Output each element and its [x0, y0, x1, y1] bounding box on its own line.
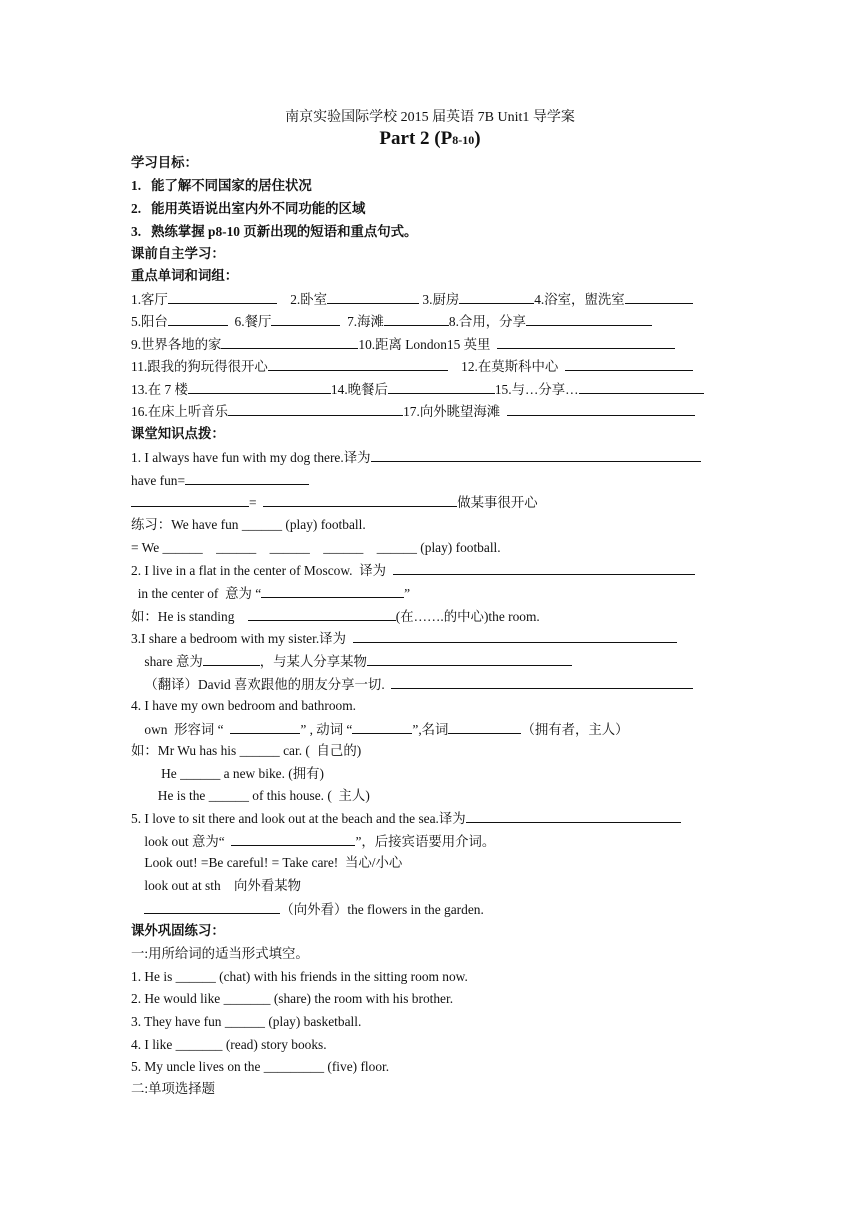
vocab-row: [131, 311, 652, 332]
blank-line: [391, 674, 693, 689]
point-line: [131, 606, 540, 627]
vocab-item: 7.海滩: [347, 314, 384, 329]
objectives-heading: 学习目标：: [131, 155, 198, 170]
point-sentence: [131, 447, 701, 468]
point-line: [131, 831, 495, 852]
vocab-item: 6.餐厅: [234, 314, 272, 329]
vocab-item: 12.在莫斯科中心: [461, 359, 559, 374]
blank-line: [526, 311, 652, 326]
point-sentence: [131, 808, 681, 829]
part-title: [0, 128, 860, 150]
point-text: 2. I live in a flat in the center of Moscow. 译为: [131, 563, 386, 578]
vocab-item: 15.与…分享…: [494, 382, 579, 397]
blank-line: [327, 289, 419, 304]
point-text: ”: [404, 586, 411, 601]
point-text: 如：He is standing: [131, 609, 248, 624]
vocab-row: [131, 356, 693, 377]
vocab-row: [131, 379, 704, 400]
point-line: [131, 899, 484, 920]
blank-line: [248, 606, 396, 621]
blank-line: [168, 311, 228, 326]
example-line: He is the ______ of this house. ( 主人): [131, 788, 370, 803]
point-sentence: [131, 560, 695, 581]
knowledge-heading: 课堂知识点拨：: [131, 426, 225, 441]
blank-line: [371, 447, 701, 462]
blank-line: [268, 356, 448, 371]
exercise-item: 2. He would like _______ (share) the room with his brother.: [131, 991, 454, 1006]
point-text: 5. I love to sit there and look out at the beach and the sea.译为: [131, 811, 466, 826]
point-sentence: 4. I have my own bedroom and bathroom.: [131, 698, 356, 713]
vocab-item: 1.客厅: [131, 292, 168, 307]
objective-item: 1. 能了解不同国家的居住状况: [131, 178, 312, 193]
blank-line: [261, 583, 404, 598]
vocab-item: 16.在床上听音乐: [131, 404, 229, 419]
vocab-item: 14.晚餐后: [330, 382, 388, 397]
objective-item: 2. 能用英语说出室内外不同功能的区域: [131, 201, 366, 216]
exercise-item: 4. I like _______ (read) story books.: [131, 1037, 327, 1052]
vocab-item: 5.阳台: [131, 314, 168, 329]
vocab-heading: 重点单词和词组：: [131, 268, 239, 283]
point-text: share 意为: [131, 654, 203, 669]
point-line: [131, 492, 538, 513]
blank-line: [131, 492, 249, 507]
vocab-row: [131, 401, 695, 422]
point-text: 1. I always have fun with my dog there.译为: [131, 450, 371, 465]
practice-line: 练习：We have fun ______ (play) football.: [131, 517, 366, 532]
practice-line: = We ______ ______ ______ ______ ______ (play) football.: [131, 540, 501, 555]
school-line: 南京实验国际学校 2015 届英语 7B Unit1 导学案: [285, 110, 575, 125]
point-text: have fun=: [131, 473, 186, 488]
exercise-item: 3. They have fun ______ (play) basketball.: [131, 1014, 362, 1029]
blank-line: [466, 808, 681, 823]
blank-line: [185, 470, 309, 485]
vocab-item: 10.距离 London15 英里: [358, 337, 491, 352]
homework-part-title: 二:单项选择题: [131, 1081, 216, 1096]
vocab-row: [131, 334, 675, 355]
point-text: ，与某人分享某物: [259, 654, 367, 669]
point-line: [131, 470, 309, 491]
point-text: （向外看）the flowers in the garden.: [280, 902, 484, 917]
blank-line: [625, 289, 693, 304]
homework-part-title: 一:用所给词的适当形式填空。: [131, 946, 309, 961]
point-text: look out 意为“: [131, 834, 232, 849]
vocab-row: [131, 289, 693, 310]
vocab-item: 3.厨房: [422, 292, 460, 307]
blank-line: [221, 334, 358, 349]
example-line: He ______ a new bike. (拥有): [131, 766, 325, 781]
blank-line: [203, 651, 260, 666]
example-line: 如：Mr Wu has his ______ car. ( 自己的): [131, 743, 362, 758]
blank-line: [507, 401, 695, 416]
part-title-text: Part 2 (P: [379, 128, 453, 149]
blank-line: [352, 719, 412, 734]
blank-line: [353, 628, 677, 643]
exercise-item: 1. He is ______ (chat) with his friends in the sitting room now.: [131, 969, 468, 984]
homework-heading: 课外巩固练习：: [131, 923, 225, 938]
part-pages: 8-10: [452, 133, 475, 147]
point-text: 3.I share a bedroom with my sister.译为: [131, 631, 346, 646]
blank-line: [497, 334, 675, 349]
blank-line: [263, 492, 457, 507]
blank-line: [448, 719, 521, 734]
part-title-close: ): [474, 128, 481, 149]
blank-line: [367, 651, 572, 666]
point-text: ”，后接宾语要用介词。: [355, 834, 496, 849]
blank-line: [230, 719, 300, 734]
point-text: =: [249, 495, 257, 510]
point-text: ” , 动词 “: [300, 722, 353, 737]
point-text: in the center of 意为 “: [131, 586, 262, 601]
point-text: own 形容词 “: [131, 722, 231, 737]
point-line: [131, 651, 572, 672]
point-line: [131, 674, 693, 695]
point-line: look out at sth 向外看某物: [131, 878, 301, 893]
blank-line: [384, 311, 449, 326]
blank-line: [168, 289, 277, 304]
vocab-item: 8.合用，分享: [448, 314, 526, 329]
blank-line: [188, 379, 331, 394]
vocab-item: 4.浴室，盥洗室: [534, 292, 625, 307]
vocab-item: 2.卧室: [290, 292, 328, 307]
point-text: ”,名词: [412, 722, 449, 737]
exercise-item: 5. My uncle lives on the _________ (five) floor.: [131, 1059, 390, 1074]
blank-line: [228, 401, 403, 416]
point-line: Look out! =Be careful! = Take care! 当心/小心: [131, 855, 403, 870]
blank-line: [565, 356, 693, 371]
blank-line: [393, 560, 695, 575]
preclass-heading: 课前自主学习：: [131, 246, 225, 261]
vocab-item: 17.向外眺望海滩: [403, 404, 501, 419]
blank-line: [459, 289, 534, 304]
point-line: [131, 719, 629, 740]
blank-line: [388, 379, 495, 394]
point-text: (在…….的中心)the room.: [395, 609, 540, 624]
vocab-item: 11.跟我的狗玩得很开心: [131, 359, 268, 374]
blank-line: [271, 311, 340, 326]
vocab-item: 13.在 7 楼: [131, 382, 188, 397]
blank-line: [144, 899, 280, 914]
point-line: [131, 583, 410, 604]
objective-item: 3. 熟练掌握 p8-10 页新出现的短语和重点句式。: [131, 224, 418, 239]
blank-line: [579, 379, 704, 394]
blank-line: [231, 831, 355, 846]
point-text: （翻译）David 喜欢跟他的朋友分享一切.: [131, 677, 385, 692]
vocab-item: 9.世界各地的家: [131, 337, 222, 352]
point-text: （拥有者，主人）: [521, 722, 629, 737]
point-text: 做某事很开心: [457, 495, 538, 510]
point-sentence: [131, 628, 677, 649]
